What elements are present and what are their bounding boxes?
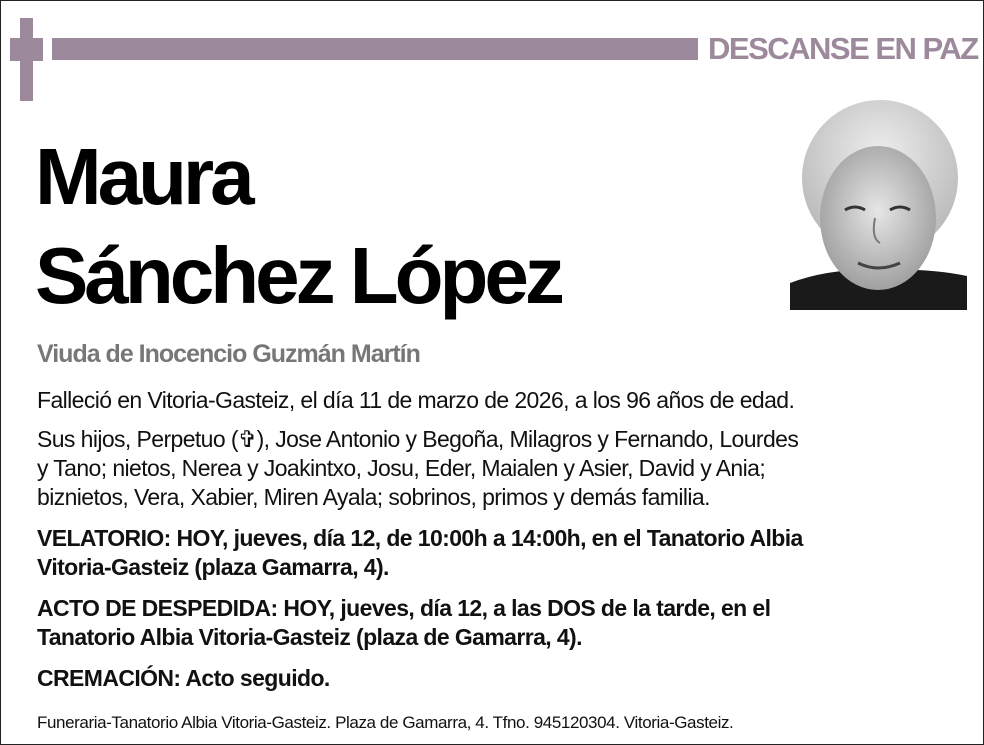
despedida-line: Tanatorio Albia Vitoria-Gasteiz (plaza de Gamarra, 4). [37,624,582,650]
cross-horizontal [10,38,43,61]
first-name: Maura [35,132,251,221]
cremacion-line: CREMACIÓN: Acto seguido. [37,665,330,691]
velatorio-line: VELATORIO: HOY, jueves, día 12, de 10:00h a 14:00h, en el Tanatorio Albia [37,525,803,551]
last-name: Sánchez López [35,231,561,320]
portrait-photo [790,98,967,310]
death-line: Falleció en Vitoria-Gasteiz, el día 11 de marzo de 2026, a los 96 años de edad. [37,387,795,413]
family-line: Sus hijos, Perpetuo (✞), Jose Antonio y Begoña, Milagros y Fernando, Lourdes [37,426,799,452]
despedida-line: ACTO DE DESPEDIDA: HOY, jueves, día 12, a las DOS de la tarde, en el [37,595,771,621]
family-line: biznietos, Vera, Xabier, Miren Ayala; sobrinos, primos y demás familia. [37,484,710,510]
footer: Funeraria-Tanatorio Albia Vitoria-Gasteiz. Plaza de Gamarra, 4. Tfno. 945120304. Vitoria-Gasteiz. [37,713,734,732]
family-line: y Tano; nietos, Nerea y Joakintxo, Josu, Eder, Maialen y Asier, David y Ania; [37,455,766,481]
subtitle: Viuda de Inocencio Guzmán Martín [37,340,420,368]
header-label: DESCANSE EN PAZ [708,31,978,66]
velatorio-line: Vitoria-Gasteiz (plaza Gamarra, 4). [37,554,389,580]
header-bar [52,38,698,60]
